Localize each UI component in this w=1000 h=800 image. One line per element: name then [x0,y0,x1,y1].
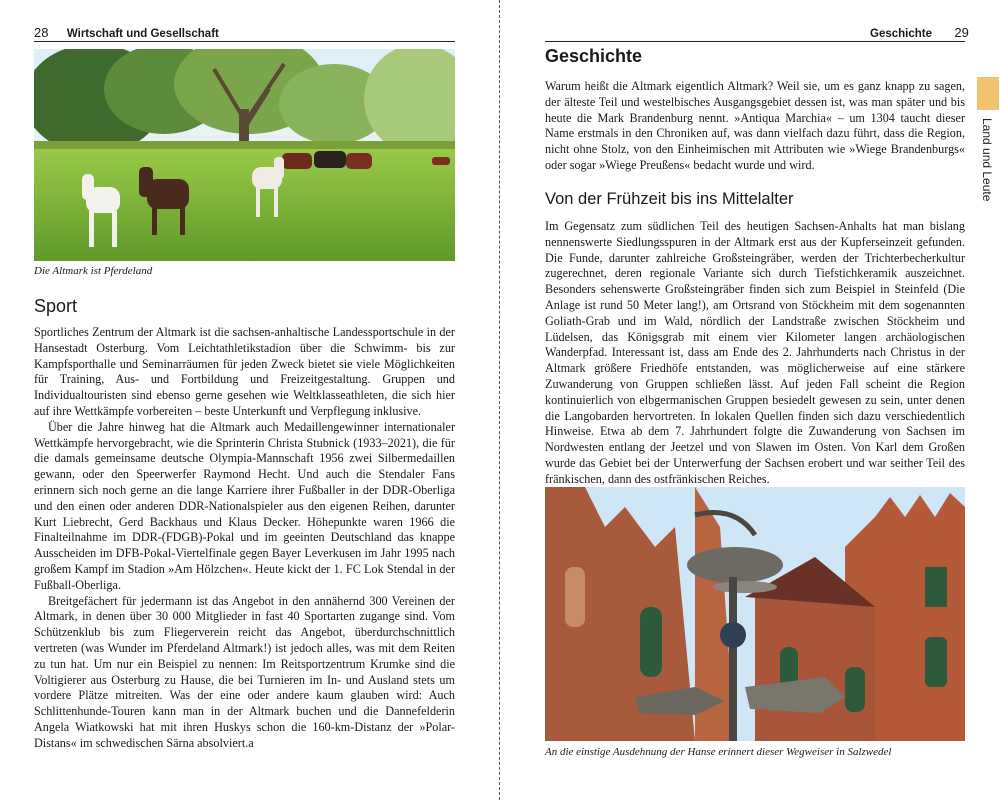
section-title-left: Wirtschaft und Gesellschaft [66,28,219,40]
heading-geschichte: Geschichte [545,46,643,66]
chapter-thumb-tab [977,77,999,110]
paragraph: Warum heißt die Altmark eigentlich Altmark? Weil sie, um es ganz knapp zu sagen, der älteste Teil und westelbisches Ausgangsgebiet dessen ist, was man später und bis heute die Mark Brandenburg nennt. »Antiqua Marchia« – um 1304 taucht dieser Name erstmals in den Chroniken auf, was dann vielfach dazu führt, dass die Region, nicht ohne Stolz, von den Einheimischen mit Attributen wie »Wiege Brandenburgs« oder sogar »Wiege Preußens« bedacht wurde und wird. [545,79,965,172]
header-rule-right [545,41,965,42]
heading-sport: Sport [34,296,78,316]
sport-body [34,325,455,752]
signpost-photo [545,487,965,741]
chapter-side-label: Land und Leute [980,118,994,202]
paragraph: Im Gegensatz zum südlichen Teil des heutigen Sachsen-Anhalts hat man bislang nennenswerte Siedlungsspuren in der Altmark erst aus der Kupferseinzeit gefunden. Die Funde, darunter zahlreiche Großsteingräber, werden der Trichterbecherkultur zugerechnet, deren regionale Variante sich durch Tiefstichkeramik auszeichnet. Besonders sehenswerte Großsteingräber finden sich zum Beispiel in Steinfeld (Die Anlage ist rund 50 Meter lang!), am Ortsrand von Stöckheim mit dem sogenannten Goliath-Grab und im Wald, nördlich der Landstraße zwischen Stöckheim und Lüdelsen, das Königsgrab mit einem vier Kilometer langen archäologischen Wanderpfad. Interessant ist, dass am Ende des 2. Jahrhunderts nach Christus in der Altmark größere Friedhöfe entstanden, was möglicherweise auf eine stärkere Zuwanderung von Gruppen schließen lässt. Auf jeden Fall scheint die Region kontinuierlich von elbgermanischen Gruppen besiedelt gewesen zu sein, unter denen die Langobarden hervortreten. In lokalen Quellen finden sich dazu verschiedentlich Hinweise. Etwa ab dem 7. Jahrhundert folgte die Zuwanderung von Sachsen im Nordwesten entlang der Jeetzel und von Slawen im Osten. Von Karl dem Großen wurde das Gebiet bei der Unterwerfung der Sachsen erobert und war seither Teil des fränkischen, dann des ostfränkischen Reiches. [545,219,965,486]
history-body [545,219,965,488]
photo-caption-right: An die einstige Ausdehnung der Hanse erinnert dieser Wegweiser in Salzwedel [545,746,892,758]
paragraph: Breitgefächert für jedermann ist das Angebot in den annähernd 300 Vereinen der Altmark, in denen über 30 000 Mitglieder in fast 40 Sportarten zugange sind. Vom Schützenklub bis zum Fliegerverein reicht das Angebot, überdurchschnittlich vertreten (was Wunder im Pferdeland Altmark!) ist jedoch alles, was mit dem Reiten zu tun hat. Um nur ein Beispiel zu nennen: Im Reitsportzentrum Krumke sind die Voltigierer aus Osterburg zu Hause, die bei Turnieren im In- und Ausland stets um vordere Plätze mitreiten. Was der eine oder andere kaum glauben wird: Auch Schlittenhunde-Touren kann man in der Altmark buchen und die Dannefelderin Angela Wiatkowski hat mit ihren Huskys schon die 160-km-Distanz der »Polar-Distans« im schwedischen Särna absolviert.a [34,593,455,750]
intro-text [545,79,965,174]
gutter-divider [499,0,500,800]
photo-caption-left: Die Altmark ist Pferdeland [34,265,153,277]
paragraph: Sportliches Zentrum der Altmark ist die sachsen-anhaltische Landessportschule in der Hansestadt Osterburg. Vom Leichtathletikstadion über die Schwimm- bis zur Kampfsporthalle und Seminarräumen für jeden Zweck bietet sie viele Möglichkeiten für Training, Aus- und Fortbildung und Freizeitgestaltung. Gruppen und Individualtouristen sind ebenso gerne gesehen wie Weltklasseathleten, die sich hier auf ihre Wettkämpfe vorbereiten – beste Unterkunft und Verpflegung inklusive. [34,325,455,418]
left-page [0,0,495,800]
horses-photo [34,49,455,261]
section-title-right: Geschichte [870,28,932,40]
page-number-right: 29 [954,25,969,40]
page-number-left: 28 [34,25,49,40]
running-header-right [870,25,969,40]
running-header-left [34,25,219,40]
header-rule-left [34,41,455,42]
subheading-fruehzeit: Von der Frühzeit bis ins Mittelalter [545,190,794,208]
paragraph: Über die Jahre hinweg hat die Altmark auch Medaillengewinner internationaler Wettkämpfe hervorgebracht, wie die Sprinterin Christa Stubnick (1933–2021), die für die damals gemeinsame deutsche Olympia-Mannschaft 1956 zwei Silbermedaillen gewann, oder den Speerwerfer Raymond Hecht. Und auch die Stendaler Fans erinnern sich noch gerne an die lange Karriere ihrer Fußballer in der DDR-Oberliga und den einen oder anderen DDR-Nationalspieler aus den eigenen Reihen, darunter Kurt Liebrecht, Gerd Backhaus und Klaus Decker. Höhepunkte waren 1966 die Finalteilnahme im DDR-(FDGB)-Pokal und im geeinten Deutschland das knappe Ausscheiden im DFB-Pokal-Viertelfinale gegen Bayer Leverkusen im Jahr 1995 nach großem Kampf im Stadion »Am Hölzchen«. Heute kickt der 1. FC Lok Stendal in der Fußball-Oberliga. [34,419,455,592]
